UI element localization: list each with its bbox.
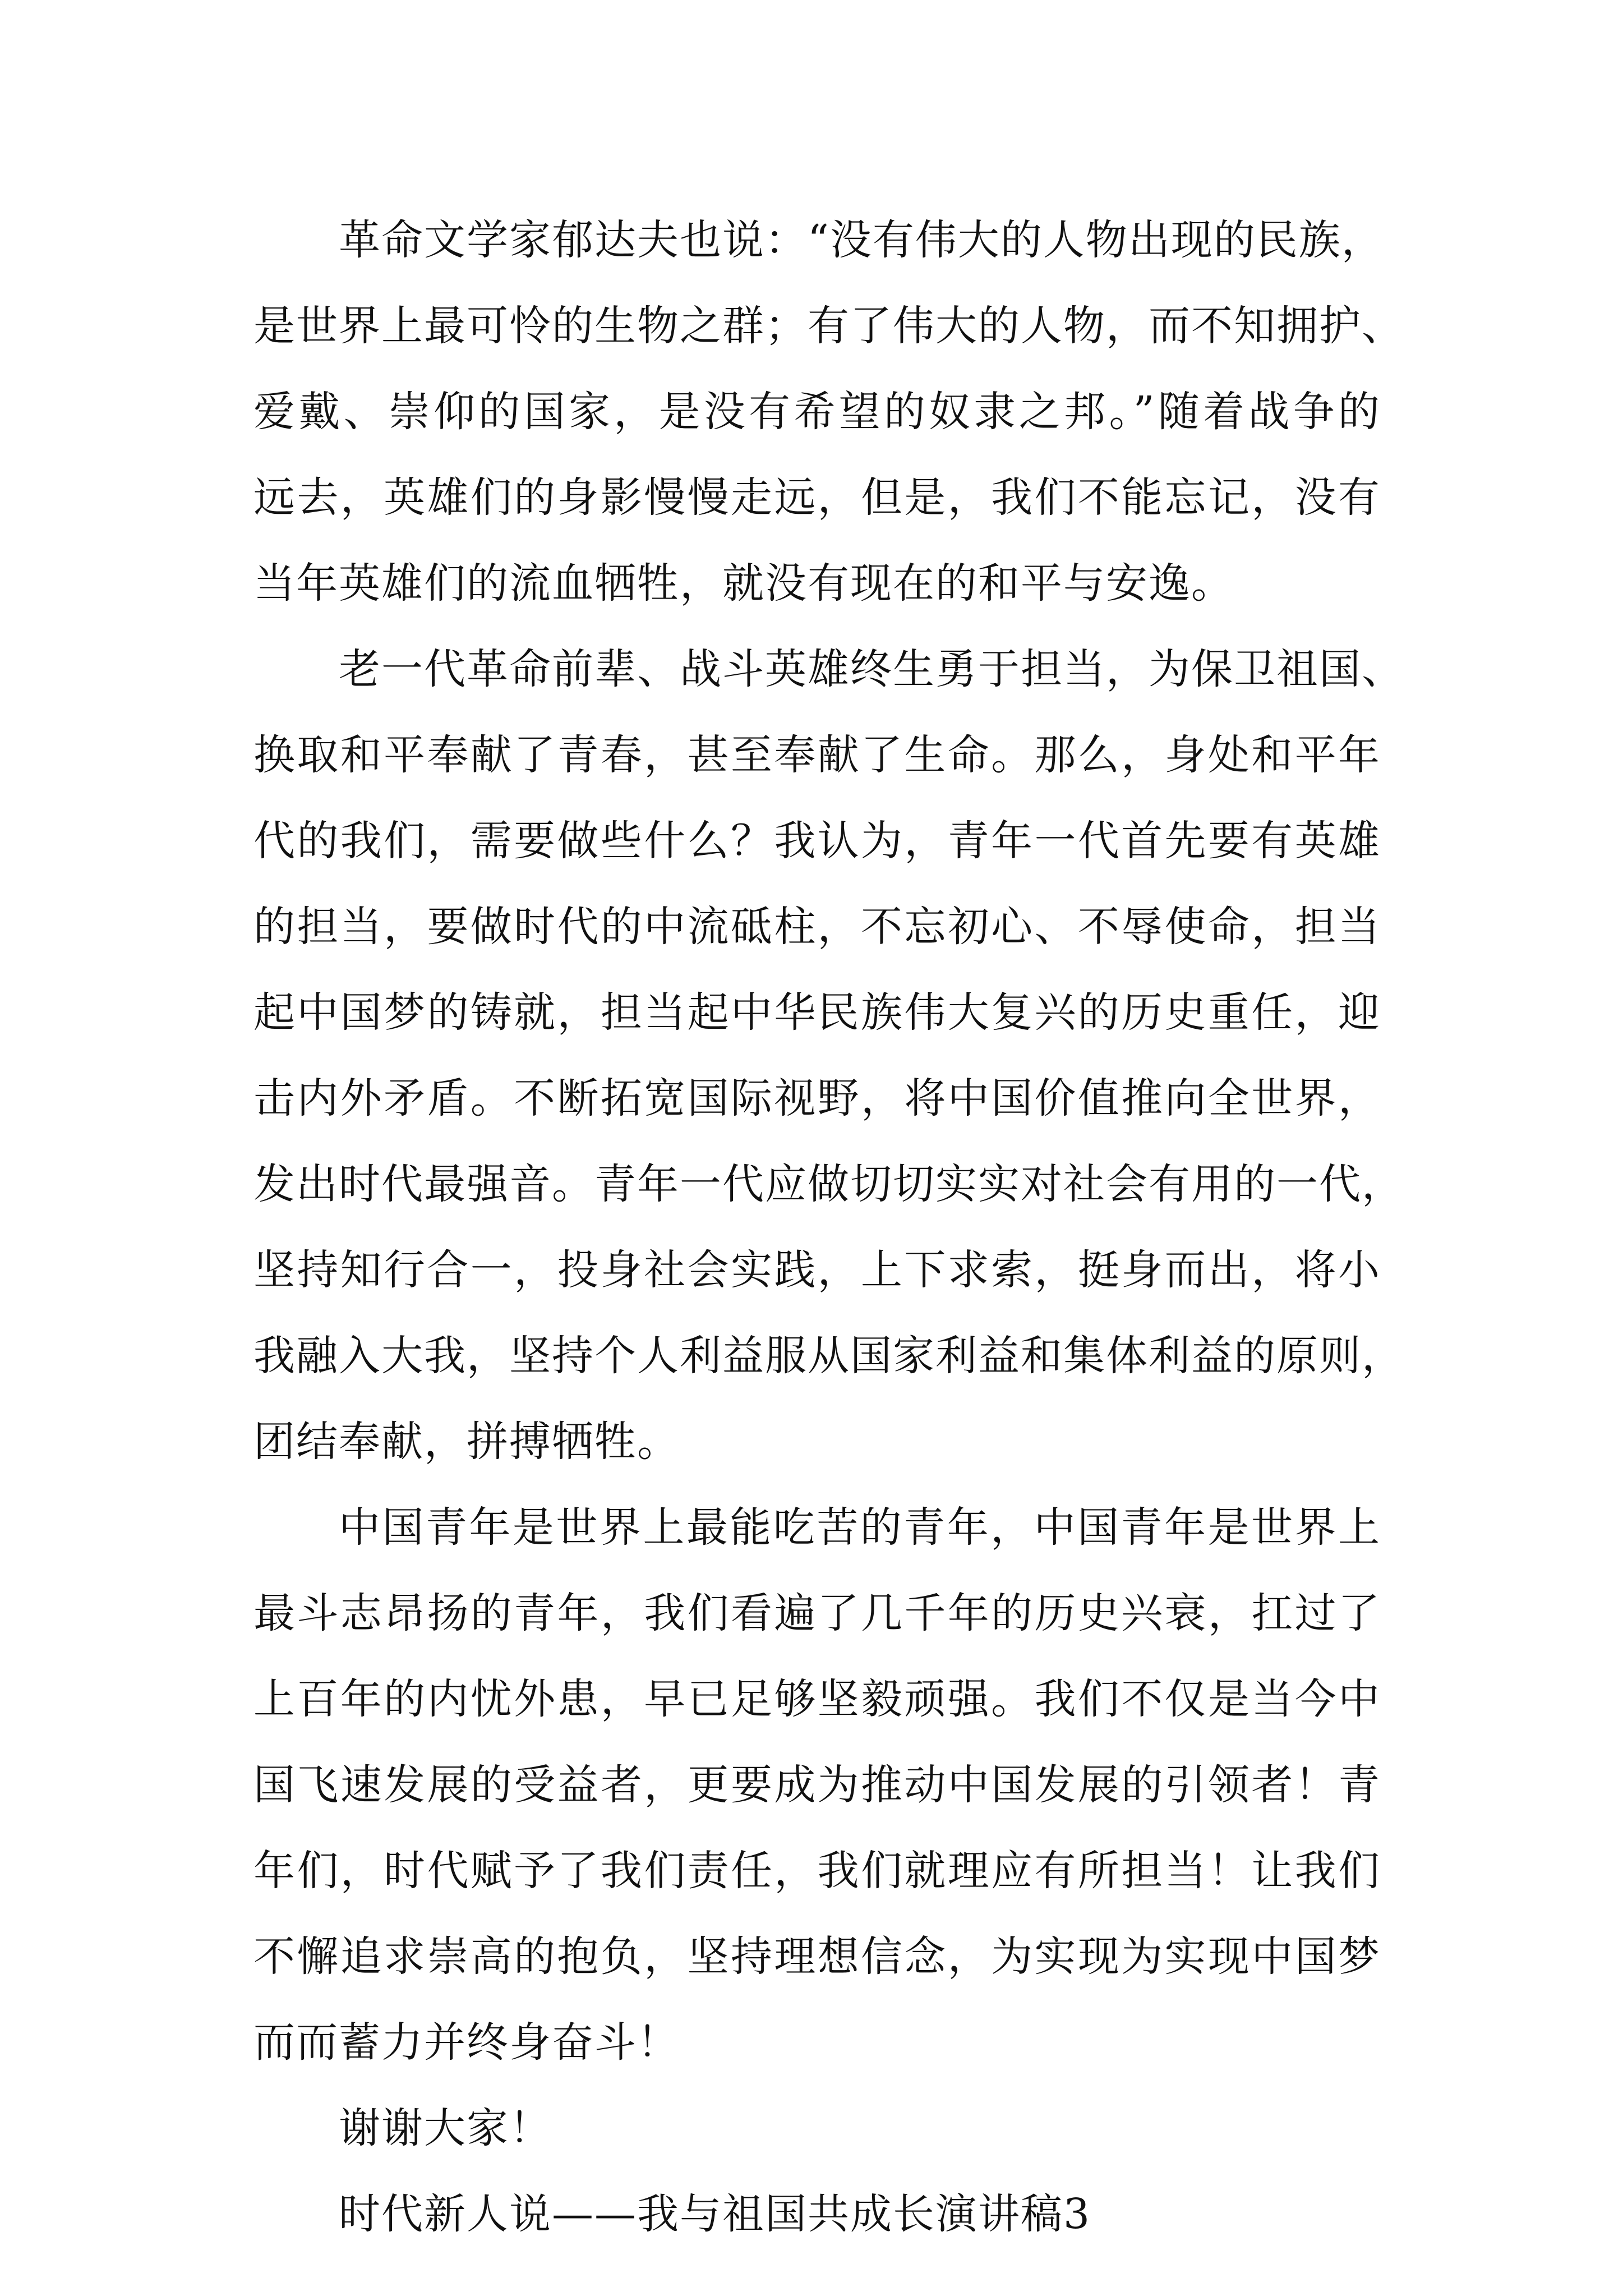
text-line: 击内外矛盾。不断拓宽国际视野，将中国价值推向全世界， (253, 1074, 1381, 1122)
text-line: 不懈追求崇高的抱负，坚持理想信念，为实现为实现中国梦 (253, 1932, 1381, 1981)
paragraph (253, 197, 1404, 627)
text-line: 换取和平奉献了青春，甚至奉献了生命。那么，身处和平年 (253, 731, 1381, 779)
text-line: 而而蓄力并终身奋斗！ (253, 2018, 680, 2067)
text-line: 的担当，要做时代的中流砥柱，不忘初心、不辱使命，担当 (253, 903, 1381, 951)
text-line: 坚持知行合一，投身社会实践，上下求索，挺身而出，将小 (253, 1246, 1381, 1294)
text-line: 爱戴、崇仰的国家，是没有希望的奴隶之邦。”随着战争的 (253, 388, 1381, 436)
text-line: 年们，时代赋予了我们责任，我们就理应有所担当！让我们 (253, 1847, 1381, 1895)
paragraph (253, 2171, 1381, 2257)
text-line: 当年英雄们的流血牺牲，就没有现在的和平与安逸。 (253, 559, 1234, 608)
text-line: 远去，英雄们的身影慢慢走远，但是，我们不能忘记，没有 (253, 473, 1381, 522)
text-line: 是世界上最可怜的生物之群；有了伟大的人物，而不知拥护、 (253, 302, 1404, 350)
text-line: 发出时代最强音。青年一代应做切切实实对社会有用的一代， (253, 1160, 1404, 1208)
section-title: 时代新人说——我与祖国共成长演讲稿3 (339, 2190, 1091, 2238)
text-line: 中国青年是世界上最能吃苦的青年，中国青年是世界上 (339, 1503, 1381, 1552)
text-line: 革命文学家郁达夫也说：“没有伟大的人物出现的民族， (339, 216, 1384, 264)
paragraph (253, 2086, 1381, 2171)
paragraph (253, 1485, 1381, 2086)
text-line: 团结奉献，拼搏牺牲。 (253, 1418, 680, 1466)
document-body (253, 197, 1404, 2257)
text-line: 老一代革命前辈、战斗英雄终生勇于担当，为保卫祖国、 (339, 645, 1404, 693)
text-line: 代的我们，需要做些什么？我认为，青年一代首先要有英雄 (253, 817, 1381, 865)
text-line: 上百年的内忧外患，早已足够坚毅顽强。我们不仅是当今中 (253, 1675, 1381, 1723)
text-line: 最斗志昂扬的青年，我们看遍了几千年的历史兴衰，扛过了 (253, 1589, 1381, 1637)
text-line: 国飞速发展的受益者，更要成为推动中国发展的引领者！青 (253, 1761, 1381, 1809)
text-line: 我融入大我，坚持个人利益服从国家利益和集体利益的原则， (253, 1332, 1404, 1380)
paragraph (253, 627, 1404, 1485)
text-line: 起中国梦的铸就，担当起中华民族伟大复兴的历史重任，迎 (253, 988, 1381, 1037)
text-line: 谢谢大家！ (339, 2104, 552, 2152)
